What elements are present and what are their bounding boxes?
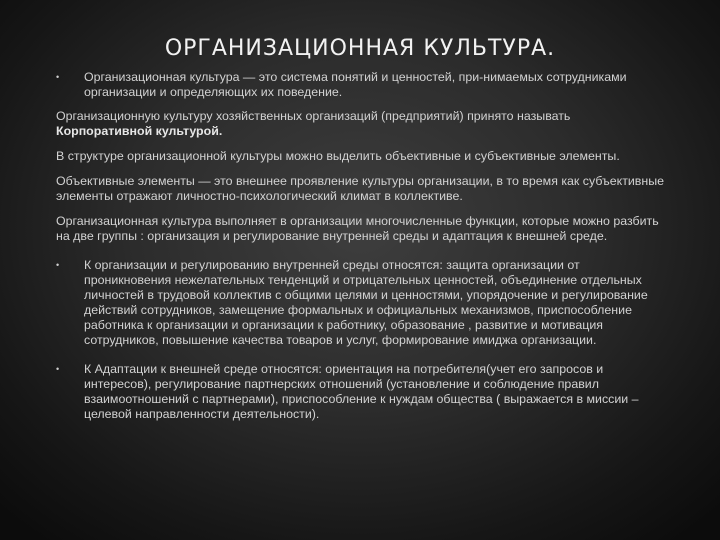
intro-bullet-text: Организационная культура — это система понятий и ценностей, при-нимаемых сотрудниками организации и определяющих их поведение.: [84, 70, 627, 99]
paragraph-elements: Объективные элементы — это внешнее проявление культуры организации, в то время как субъективные элементы отражают личностно-психологический климат в коллективе.: [56, 174, 665, 203]
paragraph-corporate-culture-text: Организационную культуру хозяйственных организаций (предприятий) принято называть: [56, 109, 571, 123]
paragraph-functions: Организационная культура выполняет в организации многочисленные функции, которые можно разбить на две группы : организация и регулирование внутренней среды и адаптация к внешней среде.: [56, 214, 659, 243]
bullet-marker: •: [56, 72, 60, 82]
paragraph-structure: В структуре организационной культуры можно выделить объективные и субъективные элементы.: [56, 149, 620, 163]
slide-title: ОРГАНИЗАЦИОННАЯ КУЛЬТУРА.: [164, 36, 556, 61]
corporate-culture-term: Корпоративной культурой.: [56, 124, 223, 138]
slide-body: [56, 70, 668, 422]
bullet-marker: •: [56, 260, 60, 270]
bullet-marker: •: [56, 364, 60, 374]
paragraph-corporate-culture: [56, 109, 668, 139]
external-adaptation-bullet: [56, 362, 668, 422]
internal-environment-bullet-text: К организации и регулированию внутренней среды относятся: защита организации от проникновения нежелательных тенденций и отрицательных ценностей, объединение отдельных личностей в трудовой коллектив с общими целями и ценностями, упорядочение и регулирование действий сотрудников, замещение формальных и официальных механизмов, приспособление работника к организации и организации к работнику, образование , развитие и мотивация сотрудников, повышение качества товаров и услуг, формирование имиджа организации.: [84, 258, 648, 347]
external-adaptation-bullet-text: К Адаптации к внешней среде относятся: ориентация на потребителя(учет его запросов и интересов), регулирование партнерских отношений (установление и соблюдение правил взаимоотношений с партнерами), приспособление к нуждам общества ( выражается в миссии – целевой направленности деятельности).: [84, 362, 639, 421]
internal-environment-bullet: [56, 258, 668, 348]
intro-bullet: [56, 70, 668, 100]
